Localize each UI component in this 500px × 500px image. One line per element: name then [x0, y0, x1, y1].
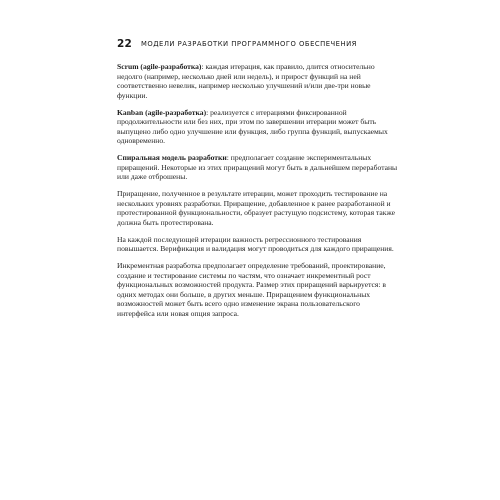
term-kanban: Kanban (agile-разработка)	[117, 107, 207, 117]
term-spiral: Спиральная модель разработки	[117, 153, 227, 162]
paragraph-incremental-development	[117, 261, 399, 318]
page-number: 22	[117, 38, 133, 50]
paragraph-text: : реализуется с итерациями фиксированной продолжительности или без них, при этом по завершении итерации может быть выпущено либо одно улучшение или функция, либо группа функций, выпускаемых одновременно.	[117, 107, 388, 145]
paragraph-text: : каждая итерация, как правило, длится относительно недолго (например, несколько дней или недель), и прирост функций на ней соответственно невелик, например несколько улучшений и/или две-три новые функции.	[117, 62, 375, 100]
paragraph-scrum	[117, 62, 399, 100]
paragraph-regression	[117, 235, 399, 254]
paragraph-kanban	[117, 108, 399, 146]
paragraph-text: Инкрементная разработка предполагает определение требований, проектирование, создание и тестирование системы по частям, что означает инкрементный рост функциональных возможностей продукта. Размер этих приращений варьируется: в одних методах они больше, в других меньше. Приращением функциональных возможностей может быть всего одно изменение экрана пользовательского интерфейса или новая опция запроса.	[117, 261, 386, 318]
page-header	[117, 37, 407, 51]
paragraph-increment-testing	[117, 189, 399, 227]
running-title: МОДЕЛИ РАЗРАБОТКИ ПРОГРАММНОГО ОБЕСПЕЧЕНИЯ	[141, 40, 357, 48]
page-body	[117, 62, 399, 326]
paragraph-text: : предполагает создание экспериментальных приращений. Некоторые из этих приращений могут быть в дальнейшем переработаны или даже отброшены.	[117, 153, 398, 181]
paragraph-text: На каждой последующей итерации важность регрессионного тестирования повышается. Верификация и валидация могут проводиться для каждого приращения.	[117, 234, 394, 253]
term-scrum: Scrum (agile-разработка)	[117, 62, 202, 71]
paragraph-spiral	[117, 153, 399, 182]
paragraph-text: Приращение, полученное в результате итерации, может проходить тестирование на нескольких уровнях разработки. Приращение, добавленное к ранее разработанной и протестированной функциональности, образует растущую подсистему, которая также должна быть протестирована.	[117, 189, 396, 227]
